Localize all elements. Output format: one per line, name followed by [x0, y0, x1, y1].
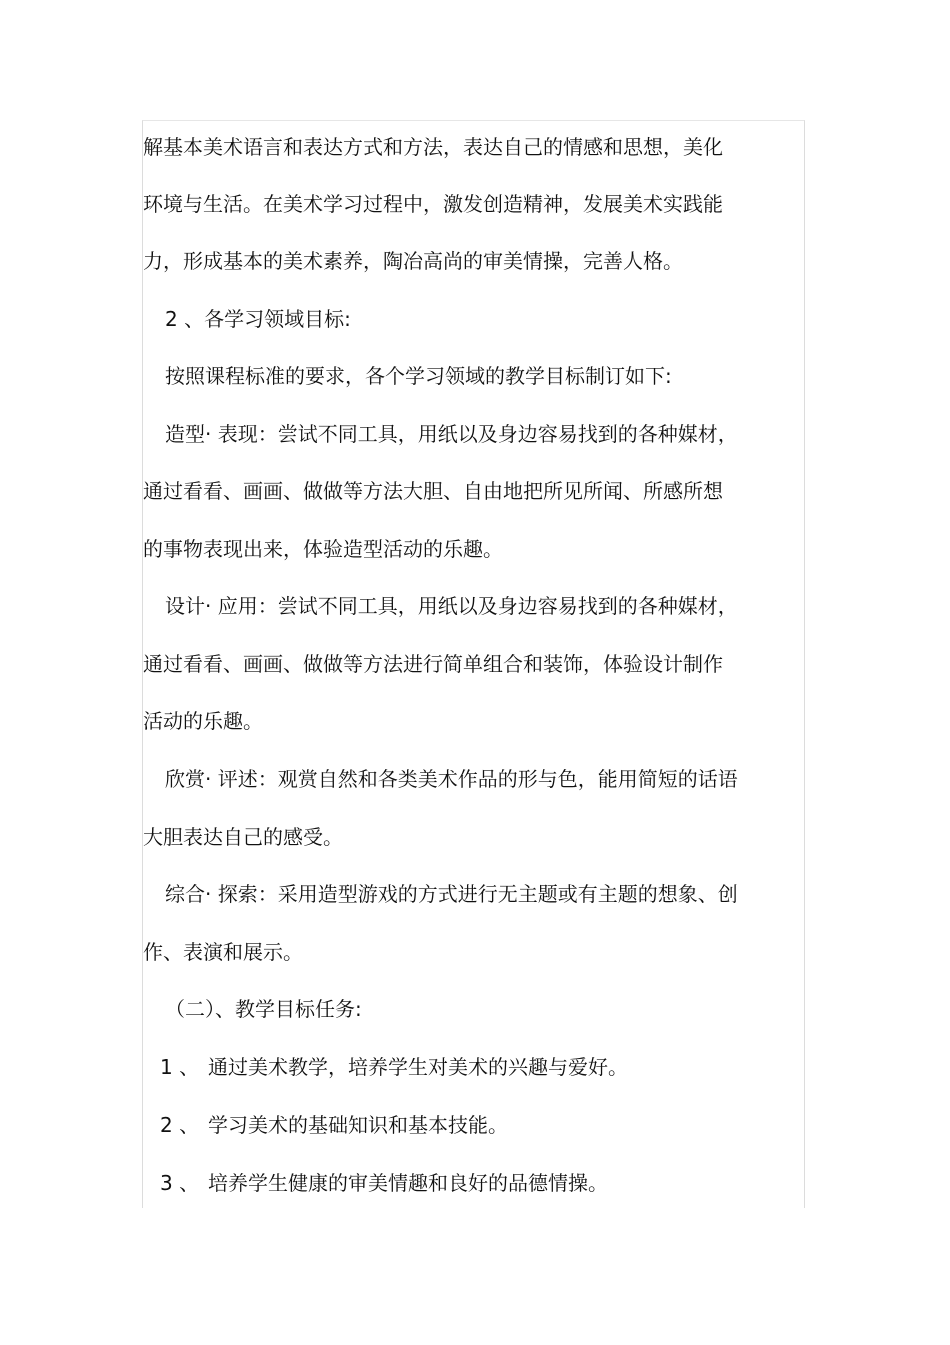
task-text: 通过美术教学，培养学生对美术的兴趣与爱好。	[208, 1055, 628, 1079]
task-text: 培养学生健康的审美情趣和良好的品德情操。	[208, 1171, 608, 1195]
text-line: 作、表演和展示。	[143, 940, 303, 964]
text-line: 欣赏· 评述：观赏自然和各类美术作品的形与色，能用简短的话语	[165, 767, 738, 791]
task-item	[160, 1168, 608, 1198]
text-line: 环境与生活。在美术学习过程中，激发创造精神，发展美术实践能	[143, 192, 723, 216]
task-text: 学习美术的基础知识和基本技能。	[208, 1113, 508, 1137]
text-line: 按照课程标准的要求，各个学习领域的教学目标制订如下:	[165, 364, 672, 388]
section-heading: 2 、各学习领域目标:	[165, 307, 351, 331]
text-line: 综合· 探索：采用造型游戏的方式进行无主题或有主题的想象、创	[165, 882, 738, 906]
task-item	[160, 1110, 508, 1140]
task-number: 3 、	[160, 1171, 200, 1195]
text-line: 的事物表现出来，体验造型活动的乐趣。	[143, 537, 503, 561]
text-line: 造型· 表现：尝试不同工具，用纸以及身边容易找到的各种媒材，	[165, 422, 738, 446]
text-line: 解基本美术语言和表达方式和方法，表达自己的情感和思想，美化	[143, 135, 723, 159]
text-line: 力，形成基本的美术素养，陶冶高尚的审美情操，完善人格。	[143, 249, 683, 273]
task-number: 1 、	[160, 1055, 200, 1079]
task-number: 2 、	[160, 1113, 200, 1137]
text-line: 大胆表达自己的感受。	[143, 825, 343, 849]
text-line: 通过看看、画画、做做等方法大胆、自由地把所见所闻、所感所想	[143, 479, 723, 503]
text-line: 设计· 应用：尝试不同工具，用纸以及身边容易找到的各种媒材，	[165, 594, 738, 618]
text-line: 通过看看、画画、做做等方法进行简单组合和装饰，体验设计制作	[143, 652, 723, 676]
task-item	[160, 1052, 628, 1082]
section-heading: （二）、教学目标任务:	[165, 997, 362, 1021]
text-line: 活动的乐趣。	[143, 709, 263, 733]
